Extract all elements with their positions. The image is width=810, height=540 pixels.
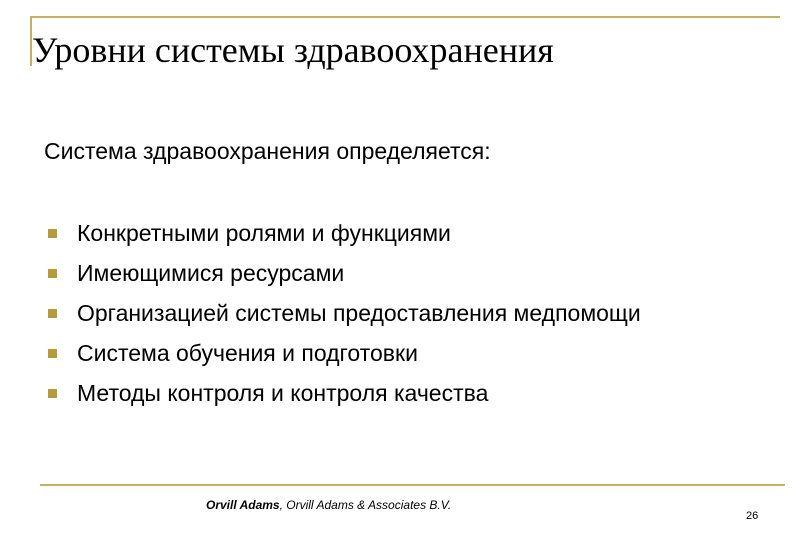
intro-text: Система здравоохранения определяется: (44, 138, 491, 164)
slide-title: Уровни системы здравоохранения (32, 30, 554, 70)
footer-credit (206, 498, 451, 512)
square-bullet-icon (48, 349, 57, 358)
square-bullet-icon (48, 389, 57, 398)
top-horizontal-rule (30, 16, 780, 18)
footer-author: Orvill Adams (206, 498, 280, 512)
list-item-text: Имеющимися ресурсами (77, 260, 345, 286)
list-item-text: Конкретными ролями и функциями (77, 220, 451, 246)
page-number: 26 (746, 510, 759, 522)
list-item-text: Организацией системы предоставления медпомощи (77, 300, 641, 326)
square-bullet-icon (48, 269, 57, 278)
list-item-text: Методы контроля и контроля качества (77, 380, 489, 406)
square-bullet-icon (48, 229, 57, 238)
footer-organization: , Orvill Adams & Associates B.V. (279, 498, 452, 512)
square-bullet-icon (48, 309, 57, 318)
list-item-text: Система обучения и подготовки (77, 340, 418, 366)
footer-rule (40, 484, 785, 486)
